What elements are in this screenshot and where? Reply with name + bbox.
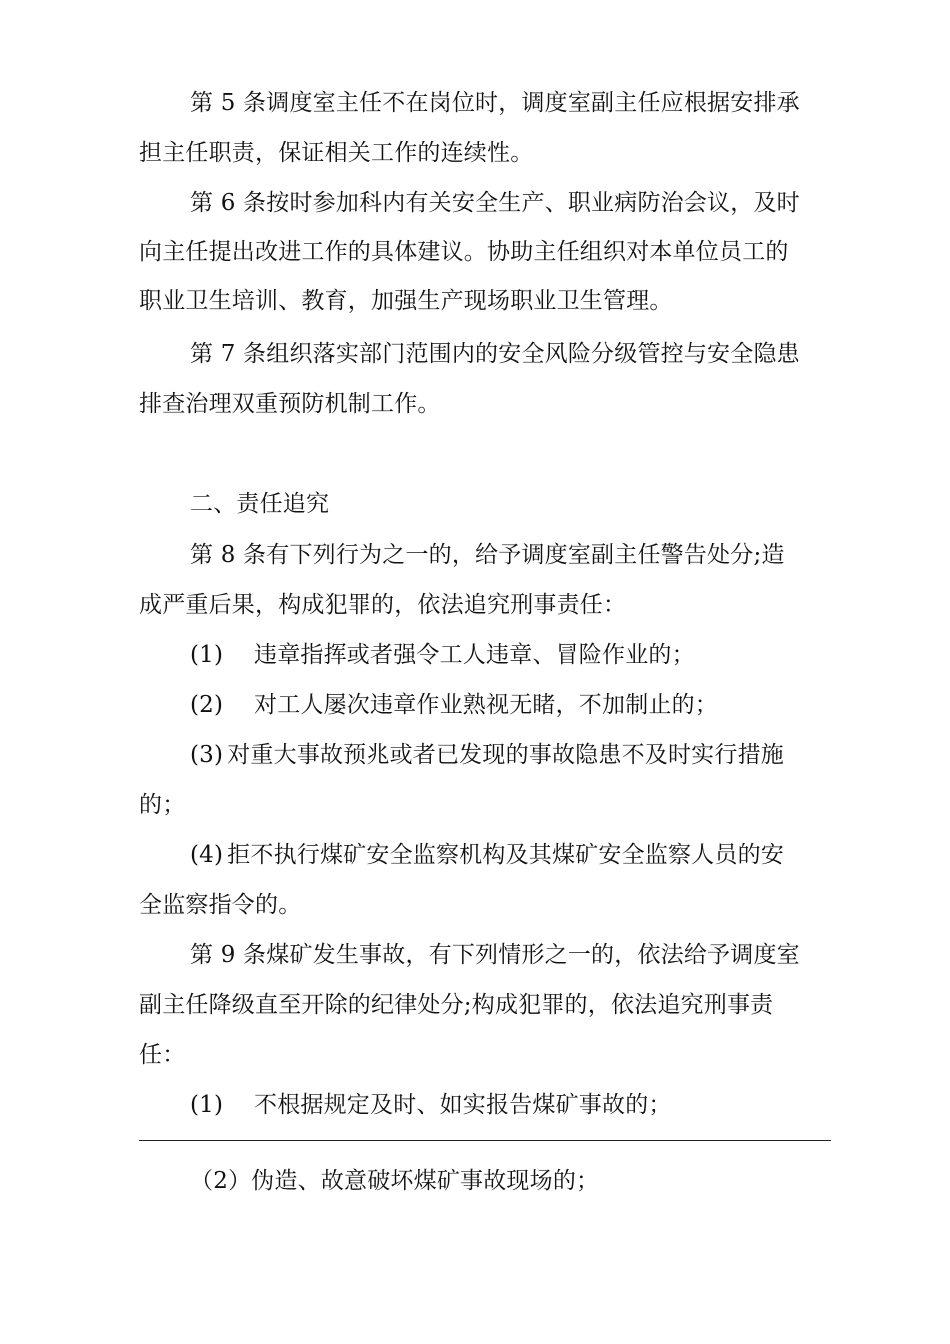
- article-8-line-2: 成严重后果，构成犯罪的，依法追究刑事责任：: [139, 592, 627, 618]
- item-number: (2): [190, 692, 224, 718]
- article-9-line-2: 副主任降级直至开除的纪律处分;构成犯罪的，依法追究刑事责: [139, 992, 774, 1018]
- article-8-item-4: [190, 840, 784, 870]
- article-8-item-3-continuation: 的；: [139, 792, 186, 818]
- article-9-line-1: 第 9 条煤矿发生事故，有下列情形之一的，依法给予调度室: [190, 942, 800, 968]
- next-page-item-2: （2）伪造、故意破坏煤矿事故现场的；: [190, 1168, 600, 1194]
- article-5-line-2: 担主任职责，保证相关工作的连续性。: [139, 140, 534, 166]
- article-8-item-2: [190, 690, 718, 720]
- item-text: 对工人屡次违章作业熟视无睹，不加制止的；: [254, 692, 718, 718]
- item-text: 拒不执行煤矿安全监察机构及其煤矿安全监察人员的安: [227, 842, 784, 868]
- section-heading: 二、责任追究: [190, 491, 330, 517]
- article-6-line-3: 职业卫生培训、教育，加强生产现场职业卫生管理。: [139, 288, 673, 314]
- article-9-line-3: 任：: [139, 1042, 186, 1068]
- article-9-item-1: [190, 1090, 672, 1120]
- item-number: (4): [190, 842, 224, 868]
- item-text: 对重大事故预兆或者已发现的事故隐患不及时实行措施: [227, 742, 784, 768]
- article-7-line-1: 第 7 条组织落实部门范围内的安全风险分级管控与安全隐患: [190, 341, 800, 367]
- article-8-item-1: [190, 640, 695, 670]
- item-number: (1): [190, 1092, 224, 1118]
- article-7-line-2: 排查治理双重预防机制工作。: [139, 391, 441, 417]
- article-8-item-4-continuation: 全监察指令的。: [139, 892, 302, 918]
- article-6-line-2: 向主任提出改进工作的具体建议。协助主任组织对本单位员工的: [139, 239, 789, 265]
- article-5-line-1: 第 5 条调度室主任不在岗位时，调度室副主任应根据安排承: [190, 90, 800, 116]
- item-number: (3): [190, 742, 224, 768]
- article-8-line-1: 第 8 条有下列行为之一的，给予调度室副主任警告处分;造: [190, 542, 785, 568]
- article-6-line-1: 第 6 条按时参加科内有关安全生产、职业病防治会议，及时: [190, 190, 800, 216]
- item-text: 违章指挥或者强令工人违章、冒险作业的；: [254, 642, 695, 668]
- page-divider: [139, 1140, 831, 1141]
- article-8-item-3: [190, 740, 784, 770]
- item-number: (1): [190, 642, 224, 668]
- item-text: 不根据规定及时、如实报告煤矿事故的；: [254, 1092, 672, 1118]
